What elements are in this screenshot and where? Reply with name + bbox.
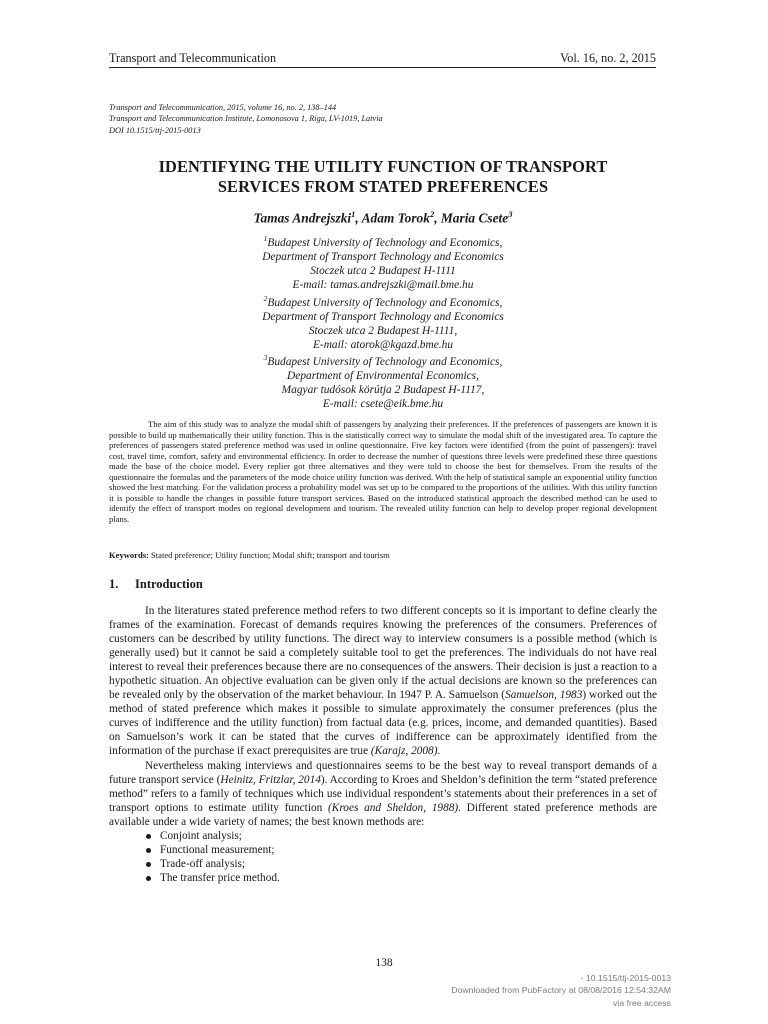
- doi-line: DOI 10.1515/ttj-2015-0013: [109, 125, 201, 135]
- footer-doi: - 10.1515/ttj-2015-0013: [580, 973, 671, 983]
- paragraph-text: . Different stated preference methods are available under a wide variety of names; the best known methods are:: [109, 801, 658, 828]
- affil-email: E-mail: atorok@kgazd.bme.hu: [312, 339, 454, 352]
- affil-line: Department of Transport Technology and Economics: [262, 310, 504, 323]
- affil-line: Stoczek utca 2 Budapest H-1111,: [308, 324, 458, 337]
- author-name: Adam Torok: [361, 210, 430, 226]
- affil-line: Budapest University of Technology and Economics,: [267, 296, 503, 309]
- affil-email: E-mail: tamas.andrejszki@mail.bme.hu: [292, 279, 474, 292]
- paragraph-text: Nevertheless making interviews and questionnaires seems to be the best way to reveal transport demands of a future transport service (: [109, 759, 657, 786]
- journal-name: Transport and Telecommunication: [109, 51, 277, 65]
- citation: Heinitz, Fritzlar, 2014: [220, 773, 321, 786]
- author-affil-mark: 3: [508, 209, 513, 219]
- paper-title: [100, 157, 666, 197]
- author-affil-mark: 1: [351, 209, 356, 219]
- paragraph-text: ). According to Kroes and Sheldon’s definition the term “stated preference method” refers to a family of techniques which use individual respondent’s statements about their preferences in a set of transport options to estimate utility function: [109, 773, 657, 814]
- list-item: The transfer price method.: [145, 871, 657, 885]
- title-line: IDENTIFYING THE UTILITY FUNCTION OF TRANSPORT: [158, 157, 608, 176]
- page-number: 138: [375, 957, 393, 969]
- affil-email: E-mail: csete@eik.bme.hu: [322, 398, 444, 411]
- list-item: Conjoint analysis;: [145, 829, 657, 843]
- affiliation-3: [100, 351, 666, 411]
- affil-line: Magyar tudósok körútja 2 Budapest H-1117,: [281, 383, 485, 396]
- abstract: The aim of this study was to analyze the modal shift of passengers by analyzing their preferences. If the preferences of passengers are known it is possible to build up mathematically their utility function. This is the statistically correct way to simulate the modal shift of the investigated area. To capture the preferences of passengers stated preference method was used in online questionnaire. Five key factors were identified (from the point of passengers): travel cost, travel time, comfort, safety and environmental efficiency. In order to decrease the number of questions three levels were predefined these three questions made the base of the choice model. Every replier got three alternatives and they were told to choose the best for themselves. From the results of the questionnaire the formulas and the parameters of the mode choice utility function was derived. With the help of statistical sample an exponential utility function showed the best matching. For the validation process a probability model was set up to be compared to the proportions of the utilities. With this utility function it is possible to handle the changes in possible future transport services. Based on the introduced statistical approach the described method can be used to identify the effect of transport modes on regional development and tourism. The revealed utility function can help to develop proper regional development plans.: [109, 419, 657, 524]
- affil-mark: 2: [263, 294, 268, 303]
- section-heading: [109, 577, 203, 592]
- keywords-text: Stated preference; Utility function; Modal shift; transport and tourism: [151, 550, 390, 560]
- paragraph-text: In the literatures stated preference method refers to two different concepts so it is important to define clearly the frames of the examination. Forecast of demands requires knowing the preferences of the consumers. Preferences of customers can be described by utility functions. The direct way to interview consumers is a possible method (which is generally used) but it cannot be said a completely suitable tool to get the preferences. The individuals do not have real interest to reveal their preferences because there are no consequences of the answers. Their decision is just a reaction to a hypothetic situation. An objective evaluation can be given only if the actual decisions are known so the preferences can be revealed only by the observation of the market behaviour. In 1947 P. A. Samuelson (: [109, 605, 657, 702]
- author-name: Maria Csete: [440, 210, 509, 226]
- affil-line: Department of Transport Technology and Economics: [262, 250, 504, 263]
- affil-line: Budapest University of Technology and Economics,: [267, 355, 503, 368]
- keywords-label: Keywords:: [109, 550, 149, 560]
- affil-line: Department of Environmental Economics,: [287, 369, 479, 382]
- affil-line: Stoczek utca 2 Budapest H-1111: [310, 264, 456, 277]
- citation-block: [109, 102, 656, 136]
- affiliation-1: [100, 232, 666, 292]
- volume-info: Vol. 16, no. 2, 2015: [560, 51, 656, 65]
- list-item: Functional measurement;: [145, 843, 657, 857]
- keywords: [109, 550, 657, 561]
- paragraph: [109, 759, 657, 829]
- list-item: Trade-off analysis;: [145, 857, 657, 871]
- affiliation-2: [100, 292, 666, 352]
- affil-mark: 3: [263, 353, 268, 362]
- author-name: Tamas Andrejszki: [253, 210, 352, 226]
- section-number: 1.: [109, 577, 119, 591]
- citation-line: Transport and Telecommunication Institute, Lomonosova 1, Riga, LV-1019, Latvia: [109, 114, 383, 124]
- title-line: SERVICES FROM STATED PREFERENCES: [217, 177, 549, 196]
- citation-line: Transport and Telecommunication, 2015, volume 16, no. 2, 138–144: [109, 103, 337, 112]
- introduction-body: [109, 604, 657, 885]
- author-affil-mark: 2: [429, 209, 435, 219]
- paragraph-text: ) worked out the method of stated preference which makes it possible to simulate approximately the consumer preferences (plus the curves of indifference and the utility function) from factual data (e.g. prices, income, and demanded quantities). Based on Samuelson’s work it can be stated that the curves of indifference can be approximately identified from the information of the purchase if exact prerequisites are true: [109, 689, 657, 758]
- footer-download: Downloaded from PubFactory at 08/08/2016 12:54:32AM: [451, 985, 671, 996]
- section-title: Introduction: [135, 577, 203, 591]
- affil-mark: 1: [263, 234, 268, 243]
- affil-line: Budapest University of Technology and Economics,: [267, 236, 503, 249]
- download-footer: [451, 972, 671, 1009]
- citation: (Kroes and Sheldon, 1988): [328, 801, 459, 814]
- running-head: [109, 51, 656, 68]
- footer-access: via free access: [613, 997, 671, 1008]
- paragraph-text: .: [437, 745, 441, 758]
- citation: (Karajz, 2008): [370, 745, 438, 758]
- author-list: Tamas Andrejszki$^1$, Adam Torok$^2$, Maria Csete$^3$: [253, 209, 513, 226]
- paragraph: [109, 604, 657, 759]
- methods-list: [109, 829, 657, 885]
- citation: Samuelson, 1983: [505, 689, 583, 702]
